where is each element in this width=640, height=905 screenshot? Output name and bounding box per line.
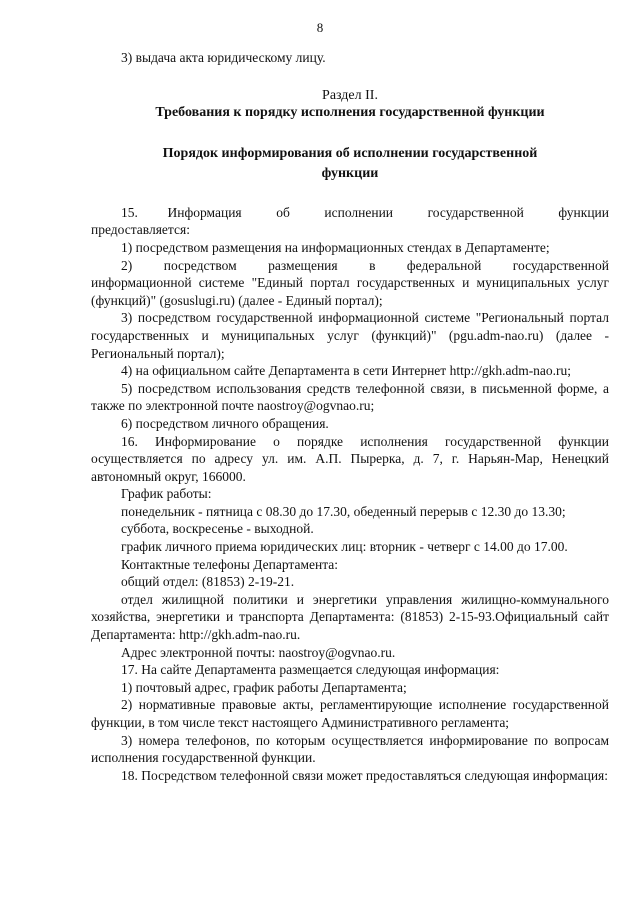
list-item-15-6: 6) посредством личного обращения. [121, 415, 329, 431]
schedule-weekdays: понедельник - пятница с 08.30 до 17.30, обеденный перерыв с 12.30 до 13.30; [121, 503, 566, 519]
subsection-title-line1: Порядок информирования об исполнении государственной [162, 145, 538, 161]
paragraph-17: 17. На сайте Департамента размещается следующая информация: [121, 662, 500, 678]
phones-label: Контактные телефоны Департамента: [121, 556, 339, 572]
list-item-15-1: 1) посредством размещения на информационных стендах в Департаменте; [121, 239, 550, 255]
section-title: Требования к порядку исполнения государственной функции [155, 105, 545, 121]
phone-general: общий отдел: (81853) 2-19-21. [121, 574, 295, 590]
phone-department: отдел жилищной политики и энергетики управления жилищно-коммунального хозяйства, энергетики и транспорта Департамента: (81853) 2-15-93.Официальный сайт Департамента: http://gkh.adm-nao.ru. [91, 591, 609, 643]
list-item-15-2-rest: информационной системе "Единый портал государственных и муниципальных услуг (функций)" (gosuslugi.ru) (далее - Единый портал); [91, 275, 609, 308]
paragraph-18: 18. Посредством телефонной связи может предоставляться следующая информация: [121, 767, 609, 783]
paragraph-15-line1: 15. Информация об исполнении государственной функции [121, 204, 609, 220]
paragraph-15-line2: предоставляется: [91, 222, 190, 238]
schedule-reception: график личного приема юридических лиц: вторник - четверг с 14.00 до 17.00. [121, 539, 568, 555]
subsection-title-line2: функции [321, 165, 379, 181]
list-item-15-4: 4) на официальном сайте Департамента в сети Интернет http://gkh.adm-nao.ru; [121, 363, 572, 379]
page-number: 8 [316, 20, 324, 35]
list-item-17-2: 2) нормативные правовые акты, регламентирующие исполнение государственной функции, в том числе текст настоящего Административного регламента; [91, 697, 609, 730]
list-item-15-5: 5) посредством использования средств телефонной связи, в письменной форме, а также по электронной почте naostroy@ogvnao.ru; [91, 380, 609, 414]
list-item-15-3: 3) посредством государственной информационной системе "Региональный портал государственных и муниципальных услуг (функций)" (pgu.adm-nao.ru) (далее - Региональный портал); [91, 310, 609, 361]
list-item-17-1: 1) почтовый адрес, график работы Департамента; [121, 679, 407, 695]
paragraph-16: 16. Информирование о порядке исполнения государственной функции осуществляется по адресу ул. им. А.П. Пырерка, д. 7, г. Нарьян-Мар, Ненецкий автономный округ, 166000. [91, 433, 609, 484]
page-content [91, 49, 609, 784]
schedule-weekend: суббота, воскресенье - выходной. [121, 521, 314, 537]
intro-item: 3) выдача акта юридическому лицу. [121, 50, 326, 65]
list-item-17-3: 3) номера телефонов, по которым осуществляется информирование по вопросам исполнения государственной функции. [91, 732, 609, 766]
schedule-label: График работы: [121, 486, 212, 502]
list-item-15-2-line1: 2) посредством размещения в федеральной государственной [121, 257, 609, 273]
email-address: Адрес электронной почты: naostroy@ogvnao.ru. [121, 644, 396, 660]
section-label: Раздел II. [322, 87, 378, 103]
